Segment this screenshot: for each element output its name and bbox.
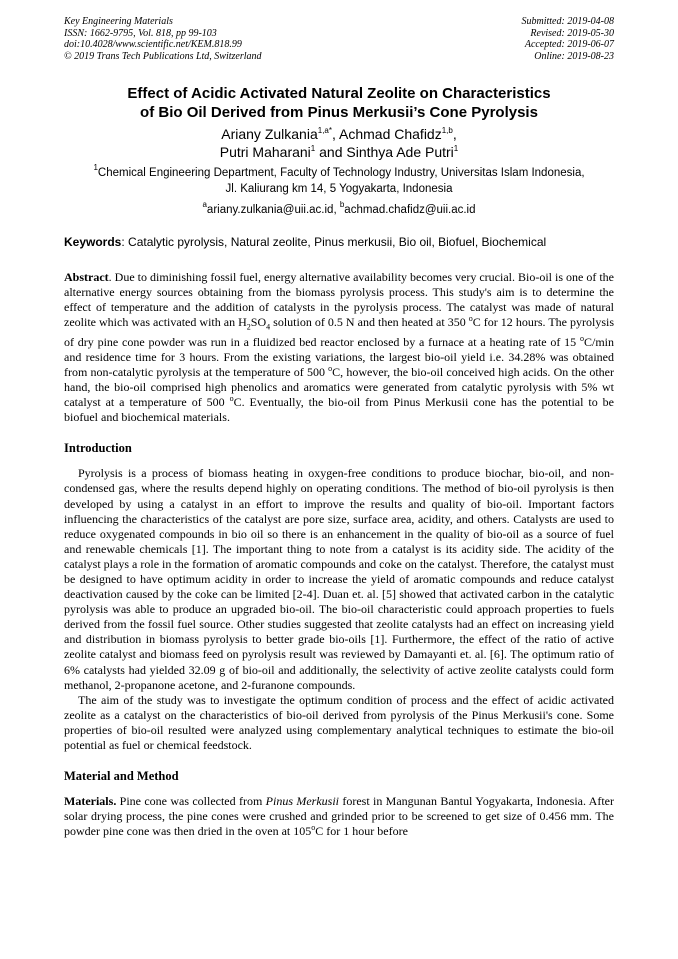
intro-paragraph-1: Pyrolysis is a process of biomass heating in oxygen-free conditions to produce biochar, bio-oil, and non-condensed gas, where the results depend highly on operating conditions. The method of bio-oil pyrolysis is then developed by using a catalyst in an effort to improve the results and quality of bio-oil. Important factors influencing the characteristics of the catalyst are pore size, surface area, acidity, and others. Catalysts are used to reduce oxygenated compounds in bio oil so there is an enhancement in the quality of bio-oil as a source of fuel and renewable chemicals [1]. The important thing to note from a catalyst is its acidity side. The acidity of the catalyst plays a role in the formation of aromatic compounds and coke on the catalyst. Therefore, the catalyst must be designed to have optimum acidity in order to increase the yield of aromatic compounds and reduce catalyst deactivation caused by the coke can be limited [2-4]. Duan et. al. [5] showed that activated carbon in the catalytic pyrolysis was able to produce an upgraded bio-oil. The bio-oil characteristic could approach properties to fuels derived from the fossil fuel source. Other studies suggested that zeolite catalysts had an effect on increasing yield and distribution in biomass pyrolysis to better grade bio-oils [1]. Furthermore, the effect of the ratio of active zeolite catalyst and biomass feed on pyrolysis result was reviewed by Damayanti et. al. [6]. The optimum ratio of 6% catalysts had yielded 32.09 g of bio-oil and additionally, the selectivity of active zeolite catalysts could form methanol, 2-propanone acetone, and 2-furanone compounds. (64, 466, 614, 692)
email-link[interactable]: achmad.chafidz@uii.ac.id (344, 204, 476, 216)
author-affil-mark: 1,a* (317, 126, 332, 135)
copyright: © 2019 Trans Tech Publications Ltd, Switzerland (64, 50, 262, 62)
section-heading-methods: Material and Method (64, 769, 179, 784)
email-separator: , (333, 204, 340, 216)
keywords-text: : Catalytic pyrolysis, Natural zeolite, Pinus merkusii, Bio oil, Biofuel, Biochemical (121, 235, 547, 249)
author-affil-mark: 1 (453, 143, 459, 153)
author-affil-mark: 1 (310, 143, 316, 153)
author-separator: , (452, 126, 457, 142)
keywords (64, 235, 614, 250)
accepted-date: Accepted: 2019-06-07 (524, 39, 614, 50)
authors-line-2 (64, 144, 614, 162)
affiliation (64, 163, 614, 197)
materials-label: Materials. (64, 794, 117, 809)
revised-date: Revised: 2019-05-30 (530, 27, 614, 39)
submitted-date: Submitted: 2019-04-08 (521, 16, 614, 27)
title-line-1: Effect of Acidic Activated Natural Zeolite on Characteristics (127, 85, 551, 102)
doi-link[interactable]: doi:10.4028/www.scientific.net/KEM.818.99 (64, 39, 242, 50)
author-affil-mark: 1,b (441, 126, 453, 135)
running-header (64, 16, 614, 62)
dates-info (522, 16, 615, 62)
species-name: Pinus Merkusii (265, 794, 339, 809)
author-name: Sinthya Ade Putri (346, 143, 454, 160)
authors-line-1 (64, 126, 614, 144)
author-name: Putri Maharani (219, 143, 311, 160)
author-name: Ariany Zulkania (221, 126, 318, 142)
author-separator: , (331, 126, 339, 142)
author-emails (64, 200, 614, 217)
degree-mark: o (579, 333, 584, 343)
paper-title (64, 84, 614, 122)
affiliation-line-2: Jl. Kaliurang km 14, 5 Yogyakarta, Indonesia (225, 182, 453, 195)
author-name: Achmad Chafidz (339, 126, 442, 142)
degree-mark: o (229, 394, 234, 404)
methods-paragraph: Materials. Pine cone was collected from Pinus Merkusii forest in Mangunan Bantul Yogyakarta, Indonesia. After solar drying process, the pine cones were crushed and grinded prior to be screened to get size of 0.456 mm. The powder pine cone was then dried in the oven at 105$^o$C for 1 hour before (64, 794, 615, 839)
email-mark: a (202, 200, 207, 209)
subscript: 4 (266, 322, 271, 332)
abstract-label: Abstract (64, 270, 109, 284)
email-link[interactable]: ariany.zulkania@uii.ac.id (206, 204, 334, 216)
email-mark: b (339, 200, 345, 209)
affiliation-mark: 1 (93, 163, 98, 172)
title-line-2: of Bio Oil Derived from Pinus Merkusii’s Cone Pyrolysis (140, 104, 538, 121)
author-list (64, 126, 614, 161)
degree-mark: o (311, 823, 316, 833)
abstract: Abstract. Due to diminishing fossil fuel, energy alternative availability becomes very crucial. Bio-oil is one of the alternative energy sources obtaining from the biomass pyrolysis process. This study's aim is to determine the effect of temperature and the addition of catalysts in the pyrolysis process. The catalyst was made of natural zeolite which was activated with an $H_2SO_4$ solution of 0.5 N and then heated at 350 $^o$C for 12 hours. The pyrolysis of dry pine cone powder was run in a fluidized bed reactor enclosed by a furnace at a heating rate of 15 $^o$C/min and residence time for 3 hours. From the existing variations, the largest bio-oil yield i.e. 34.28% was obtained from non-catalytic pyrolysis at the temperature of 500 $^o$C, however, the bio-oil conceived high acids. On the other hand, the bio-oil comprised high phenolics and aromatics were generated from catalytic pyrolysis with 5% wt catalyst at a temperature of 500 $^o$C. Eventually, the bio-oil from Pinus Merkusii cone has the potential to be biofuel and biochemical materials. (64, 270, 615, 425)
degree-mark: o (468, 314, 473, 324)
affiliation-line-1: $^1$Chemical Engineering Department, Faculty of Technology Industry, Universitas Islam Indonesia, (93, 163, 585, 179)
section-heading-introduction: Introduction (64, 441, 132, 456)
keywords-label: Keywords (64, 235, 122, 249)
issn: ISSN: 1662-9795, Vol. 818, pp 99-103 (64, 27, 217, 39)
degree-mark: o (328, 363, 333, 373)
journal-name: Key Engineering Materials (64, 16, 173, 27)
subscript: 2 (246, 322, 251, 332)
journal-info (64, 16, 262, 62)
online-date: Online: 2019-08-23 (534, 50, 614, 62)
intro-paragraph-2: The aim of the study was to investigate the optimum condition of process and the effect of acidic activated zeolite as a catalyst on the characteristics of bio-oil derived from pyrolysis of the Pinus Merkusii's cone. Some properties of bio-oil resulted were analyzed using complementary analytical techniques to estimate the bio-oil potential as fuel or chemical feedstock. (64, 692, 614, 753)
author-separator: and (315, 143, 347, 160)
